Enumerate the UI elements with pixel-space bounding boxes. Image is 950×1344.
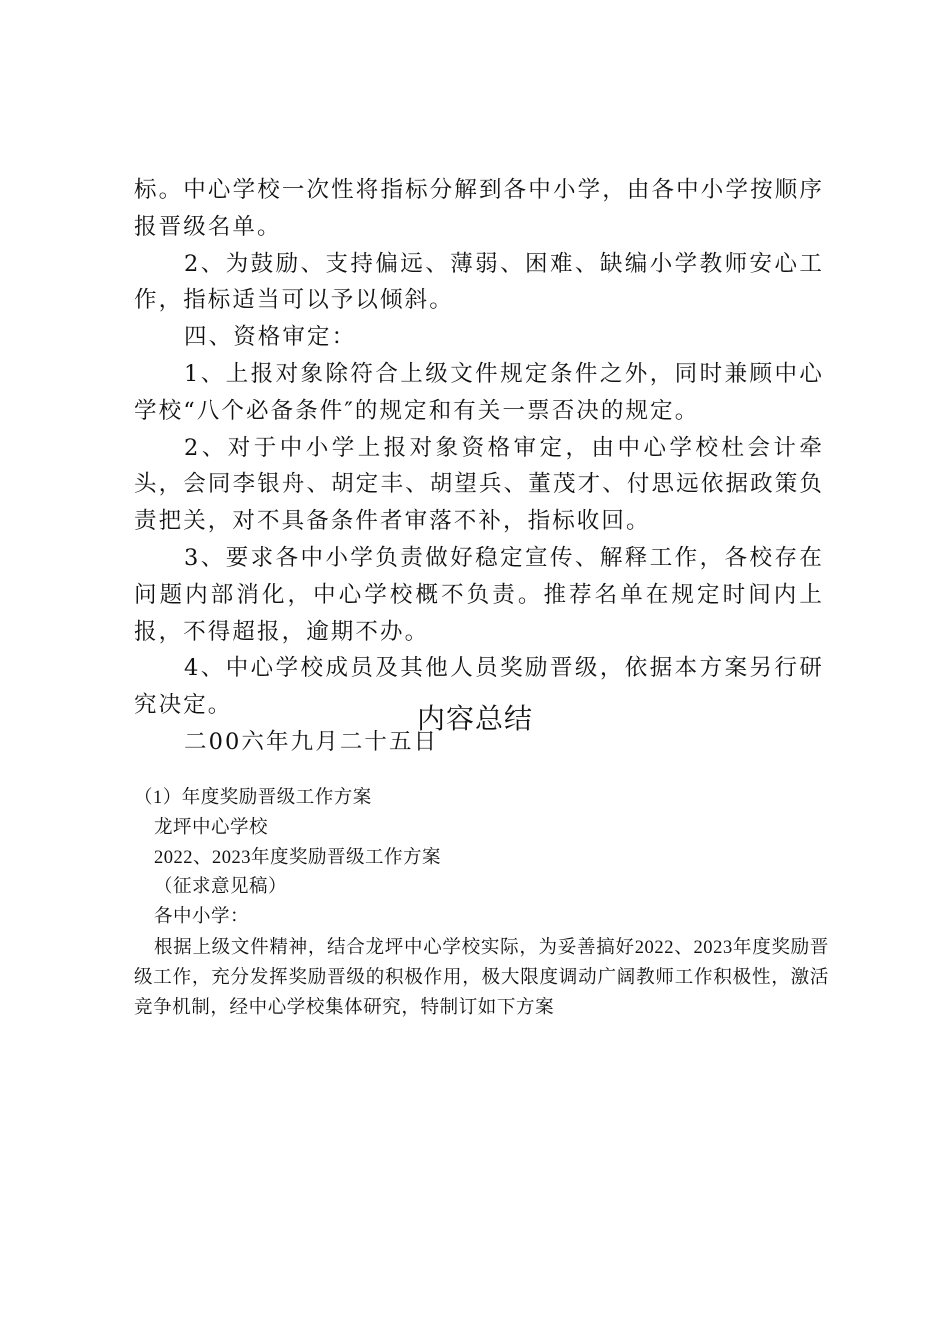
paragraph-item-1-conditions: 1、上报对象除符合上级文件规定条件之外，同时兼顾中心学校“八个必备条件″的规定和有关一票否决的规定。 — [134, 360, 824, 424]
summary-block — [134, 784, 829, 1024]
summary-line-school: 龙坪中心学校 — [154, 817, 269, 838]
paragraph-item-2-tilt: 2、为鼓励、支持偏远、薄弱、困难、缺编小学教师安心工作，指标适当可以予以倾斜。 — [134, 250, 824, 314]
summary-line-draft: （征求意见稿） — [154, 877, 288, 898]
paragraph-item-4-other: 4、中心学校成员及其他人员奖励晋级，依据本方案另行研究决定。 — [134, 655, 824, 719]
summary-line-salutation: 各中小学： — [154, 907, 250, 928]
paragraph-item-3-stability: 3、要求各中小学负责做好稳定宣传、解释工作，各校存在问题内部消化，中心学校概不负责。推荐名单在规定时间内上报，不得超报，逾期不办。 — [134, 544, 824, 645]
summary-line-plan-year: 2022、2023年度奖励晋级工作方案 — [154, 847, 442, 868]
section-heading-qualification: 四、资格审定： — [184, 324, 357, 351]
summary-title: 内容总结 — [416, 704, 533, 735]
summary-paragraph: 根据上级文件精神，结合龙坪中心学校实际，为妥善搞好2022、2023年度奖励晋级工作，充分发挥奖励晋级的积极作用，极大限度调动广阔教师工作积极性，激活竞争机制，经中心学校集体研究，特制订如下方案 — [134, 937, 829, 1019]
document-body — [134, 172, 824, 761]
paragraph-item-2-review: 2、对于中小学上报对象资格审定，由中心学校杜会计牵头，会同李银舟、胡定丰、胡望兵、董茂才、付思远依据政策负责把关，对不具备条件者审落不补，指标收回。 — [134, 434, 824, 535]
summary-line-plan-title: （1）年度奖励晋级工作方案 — [134, 788, 372, 808]
paragraph-continuation: 标。中心学校一次性将指标分解到各中小学，由各中小学按顺序报晋级名单。 — [134, 177, 824, 240]
document-date: 二00六年九月二十五日 — [184, 728, 439, 755]
